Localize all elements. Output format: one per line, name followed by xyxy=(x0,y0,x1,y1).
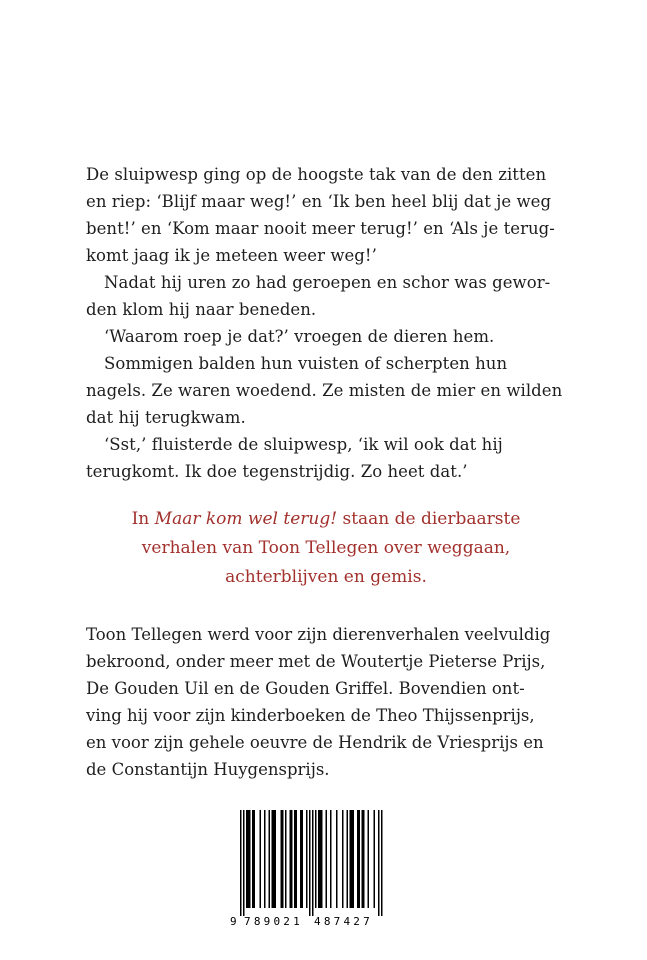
bio-line: ving hij voor zijn kinderboeken de Theo Thijssenprijs, xyxy=(86,706,535,725)
barcode-bar xyxy=(342,810,344,908)
excerpt-line: Nadat hij uren zo had geroepen en schor was gewor- xyxy=(104,273,551,292)
barcode-digits-right: 487427 xyxy=(314,915,373,928)
excerpt-line: en riep: ‘Blijf maar weg!’ en ‘Ik ben heel blij dat je weg xyxy=(86,192,552,211)
barcode-bar xyxy=(381,810,383,916)
barcode-bar xyxy=(260,810,262,908)
barcode-bar xyxy=(330,810,332,908)
barcode-digit-lead: 9 xyxy=(230,915,237,928)
barcode-bar xyxy=(374,810,376,908)
barcode-bar xyxy=(285,810,287,908)
excerpt-line: nagels. Ze waren woedend. Ze misten de mier en wilden xyxy=(86,381,563,400)
excerpt-line: komt jaag ik je meteen weer weg!’ xyxy=(86,246,377,265)
barcode-bar xyxy=(326,810,328,908)
barcode-bar xyxy=(300,810,303,908)
author-bio xyxy=(86,621,566,783)
book-title: Maar kom wel terug! xyxy=(154,509,338,529)
barcode-graphic xyxy=(226,808,390,928)
excerpt-line: ‘Waarom roep je dat?’ vroegen de dieren hem. xyxy=(104,327,495,346)
barcode-bar xyxy=(246,810,251,908)
barcode-bar xyxy=(306,810,308,908)
excerpt-line: den klom hij naar beneden. xyxy=(86,300,317,319)
excerpt-line: De sluipwesp ging op de hoogste tak van de den zitten xyxy=(86,165,547,184)
barcode-bar xyxy=(368,810,370,908)
bio-line: De Gouden Uil en de Gouden Griffel. Bovendien ont- xyxy=(86,679,525,698)
barcode-bar xyxy=(318,810,323,908)
story-excerpt xyxy=(86,161,566,485)
barcode-bar xyxy=(336,810,338,908)
barcode-bar xyxy=(269,810,271,908)
barcode-bar xyxy=(281,810,284,908)
blurb-line: achterblijven en gemis. xyxy=(225,567,427,587)
barcode-digits-left: 789021 xyxy=(244,915,303,928)
barcode-bar xyxy=(294,810,297,908)
barcode-bar xyxy=(309,810,311,916)
barcode-bar xyxy=(312,810,314,916)
barcode-bar xyxy=(347,810,349,908)
excerpt-line: Sommigen balden hun vuisten of scherpten hun xyxy=(104,354,508,373)
blurb-suffix: staan de dierbaarste xyxy=(337,509,521,529)
book-blurb xyxy=(86,505,566,592)
bio-line: bekroond, onder meer met de Woutertje Pieterse Prijs, xyxy=(86,652,546,671)
barcode-bar xyxy=(290,810,293,908)
barcode-bar xyxy=(243,810,245,916)
barcode-bar xyxy=(264,810,266,908)
blurb-line: verhalen van Toon Tellegen over weggaan, xyxy=(141,538,511,558)
barcode-bar xyxy=(240,810,242,916)
bio-line: de Constantijn Huygensprijs. xyxy=(86,760,330,779)
barcode-bar xyxy=(315,810,317,908)
barcode-bar xyxy=(350,810,355,908)
blurb-line xyxy=(86,505,566,534)
excerpt-line: dat hij terugkwam. xyxy=(86,408,246,427)
barcode-bar xyxy=(362,810,365,908)
excerpt-line: ‘Sst,’ fluisterde de sluipwesp, ‘ik wil ook dat hij xyxy=(104,435,503,454)
barcode-bar xyxy=(272,810,277,908)
barcode-bar xyxy=(252,810,255,908)
bio-line: en voor zijn gehele oeuvre de Hendrik de Vriesprijs en xyxy=(86,733,544,752)
bio-line: Toon Tellegen werd voor zijn dierenverhalen veelvuldig xyxy=(86,625,551,644)
blurb-prefix: In xyxy=(131,509,155,529)
barcode-bar xyxy=(357,810,360,908)
isbn-barcode xyxy=(226,808,390,928)
barcode-bar xyxy=(378,810,380,916)
excerpt-line: bent!’ en ‘Kom maar nooit meer terug!’ en ‘Als je terug- xyxy=(86,219,555,238)
excerpt-line: terugkomt. Ik doe tegenstrijdig. Zo heet dat.’ xyxy=(86,462,468,481)
